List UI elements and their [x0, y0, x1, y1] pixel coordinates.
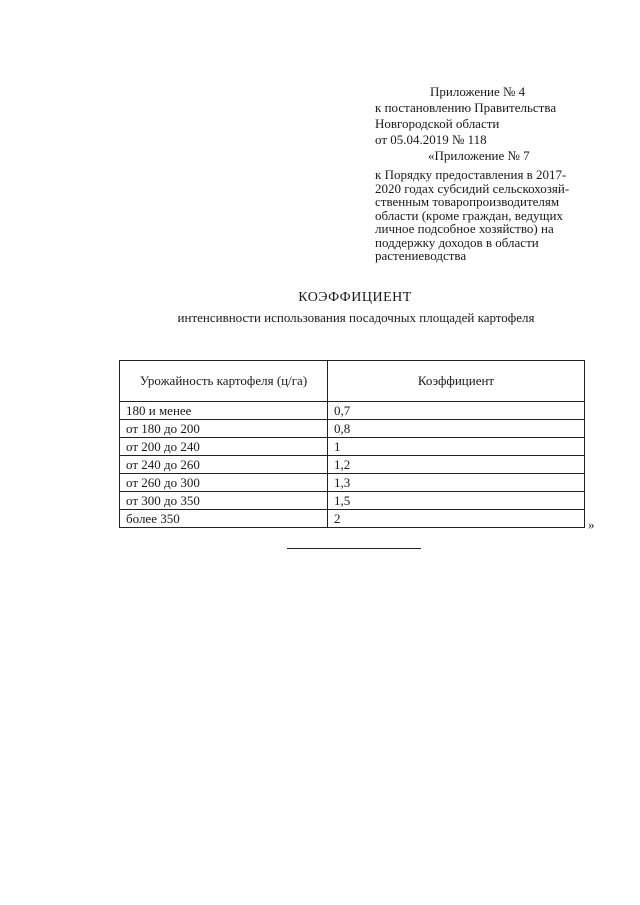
document-subtitle: интенсивности использования посадочных площадей картофеля	[177, 310, 535, 325]
coefficient-cell: 0,7	[328, 402, 585, 420]
table-row	[120, 438, 585, 456]
procedure-reference	[375, 168, 605, 263]
attachment-date: от 05.04.2019 № 118	[375, 132, 487, 147]
attachment-header	[375, 84, 605, 263]
coefficient-table	[119, 360, 585, 528]
procedure-line: личное подсобное хозяйство) на	[375, 221, 554, 236]
yield-cell: от 300 до 350	[120, 492, 328, 510]
procedure-line: к Порядку предоставления в 2017-	[375, 167, 567, 182]
coefficient-cell: 1,3	[328, 474, 585, 492]
table-row	[120, 420, 585, 438]
coefficient-cell: 1	[328, 438, 585, 456]
coefficient-cell: 1,2	[328, 456, 585, 474]
table-header-row	[120, 361, 585, 402]
closing-quote: »	[588, 517, 595, 532]
procedure-line: ственным товаропроизводителям	[375, 194, 560, 209]
coefficient-cell: 1,5	[328, 492, 585, 510]
procedure-line: поддержку доходов в области	[375, 234, 539, 250]
yield-cell: более 350	[120, 510, 328, 528]
coefficient-cell: 0,8	[328, 420, 585, 438]
table-row	[120, 456, 585, 474]
yield-cell: от 200 до 240	[120, 438, 328, 456]
attachment-region: Новгородской области	[375, 116, 500, 131]
yield-cell: от 260 до 300	[120, 474, 328, 492]
procedure-line: растениеводства	[375, 248, 467, 263]
end-divider	[287, 548, 421, 549]
table-row	[120, 510, 585, 528]
yield-cell: от 180 до 200	[120, 420, 328, 438]
inner-attachment-number: «Приложение № 7	[428, 148, 530, 163]
yield-cell: от 240 до 260	[120, 456, 328, 474]
header-yield: Урожайность картофеля (ц/га)	[120, 361, 328, 402]
table-row	[120, 492, 585, 510]
attachment-number: Приложение № 4	[430, 84, 526, 99]
procedure-line: области (кроме граждан, ведущих	[375, 207, 564, 223]
coefficient-cell: 2	[328, 510, 585, 528]
procedure-line: 2020 годах субсидий сельскохозяй-	[375, 180, 570, 196]
header-coefficient: Коэффициент	[328, 361, 585, 402]
document-title: КОЭФФИЦИЕНТ	[298, 290, 412, 305]
table-row	[120, 402, 585, 420]
yield-cell: 180 и менее	[120, 402, 328, 420]
table-row	[120, 474, 585, 492]
attachment-resolution: к постановлению Правительства	[375, 100, 557, 115]
